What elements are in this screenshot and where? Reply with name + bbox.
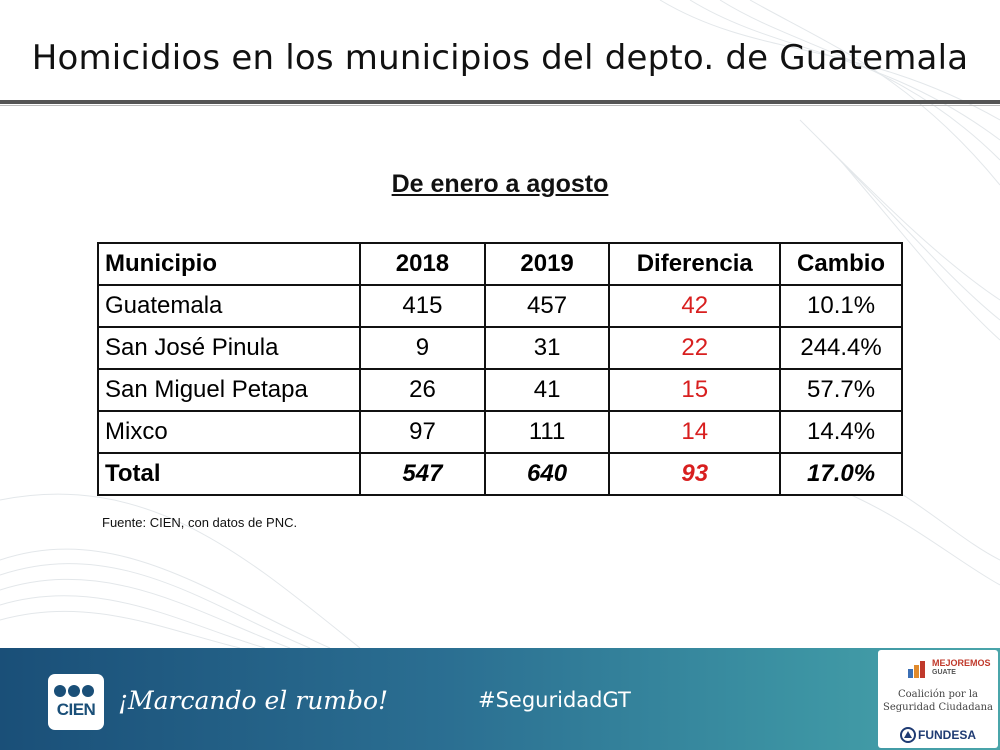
- coalition-text: [878, 688, 998, 714]
- mejoremos-guate-logo: MEJOREMOS GUATE: [932, 658, 991, 676]
- total-2018: 547: [360, 453, 485, 495]
- slide-subtitle: De enero a agosto: [391, 170, 609, 198]
- footer-bar: [0, 648, 1000, 750]
- table-header-row: [98, 243, 902, 285]
- slide-title: Homicidios en los municipios del depto. de Guatemala: [31, 38, 969, 78]
- cell-municipio: San José Pinula: [98, 327, 360, 369]
- partner-logos: [878, 650, 998, 748]
- cell-cambio: 57.7%: [780, 369, 902, 411]
- cell-diferencia: 15: [609, 369, 780, 411]
- header-municipio: Municipio: [98, 243, 360, 285]
- cien-logo-text: CIEN: [56, 700, 96, 719]
- header-cambio: Cambio: [780, 243, 902, 285]
- mejoremos-guate-icon: [906, 658, 928, 680]
- fundesa-logo-text: FUNDESA: [918, 728, 977, 742]
- total-label: Total: [98, 453, 360, 495]
- table-row: [98, 369, 902, 411]
- table-row: [98, 411, 902, 453]
- cell-2018: 97: [360, 411, 485, 453]
- cell-2019: 111: [485, 411, 610, 453]
- slogan: ¡Marcando el rumbo!: [118, 686, 389, 715]
- cell-diferencia: 22: [609, 327, 780, 369]
- table-row: [98, 327, 902, 369]
- cell-diferencia: 14: [609, 411, 780, 453]
- source-note: Fuente: CIEN, con datos de PNC.: [102, 515, 298, 530]
- header-diferencia: Diferencia: [609, 243, 780, 285]
- total-2019: 640: [485, 453, 610, 495]
- cell-cambio: 14.4%: [780, 411, 902, 453]
- cell-2019: 457: [485, 285, 610, 327]
- cell-2019: 41: [485, 369, 610, 411]
- cell-cambio: 244.4%: [780, 327, 902, 369]
- coalition-line-1: Coalición por la: [897, 689, 978, 700]
- table-total-row: [98, 453, 902, 495]
- cell-2018: 415: [360, 285, 485, 327]
- fundesa-icon: [900, 727, 916, 743]
- hashtag: #SeguridadGT: [478, 688, 631, 712]
- cell-municipio: Mixco: [98, 411, 360, 453]
- total-cambio: 17.0%: [780, 453, 902, 495]
- cell-cambio: 10.1%: [780, 285, 902, 327]
- cien-logo: [48, 674, 104, 730]
- cell-2018: 26: [360, 369, 485, 411]
- title-divider: [0, 100, 1000, 104]
- total-diferencia: 93: [609, 453, 780, 495]
- header-2019: 2019: [485, 243, 610, 285]
- homicides-table: [97, 242, 903, 496]
- header-2018: 2018: [360, 243, 485, 285]
- cell-municipio: San Miguel Petapa: [98, 369, 360, 411]
- cell-2019: 31: [485, 327, 610, 369]
- cell-2018: 9: [360, 327, 485, 369]
- title-divider-shadow: [0, 105, 1000, 106]
- cien-logo-dots-icon: [54, 684, 98, 698]
- cell-municipio: Guatemala: [98, 285, 360, 327]
- coalition-line-2: Seguridad Ciudadana: [883, 702, 993, 713]
- table-row: [98, 285, 902, 327]
- cell-diferencia: 42: [609, 285, 780, 327]
